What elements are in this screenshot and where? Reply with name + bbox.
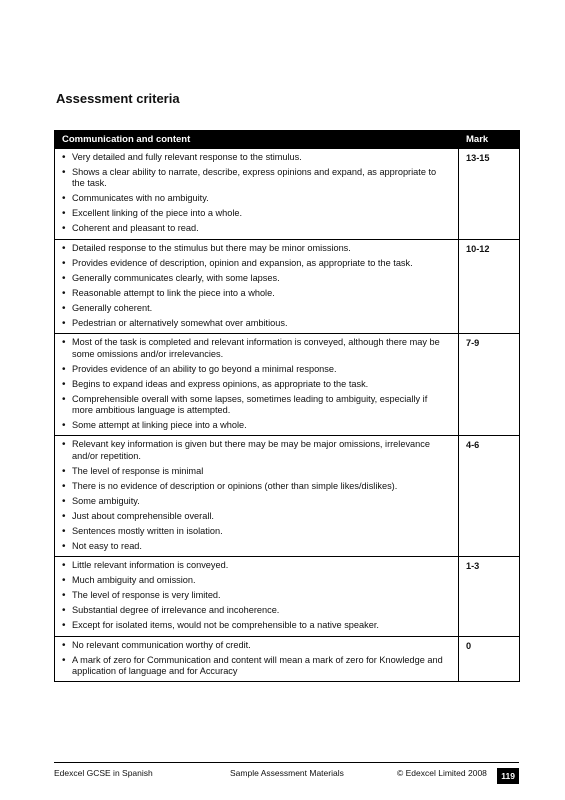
column-header-mark: Mark — [459, 131, 520, 149]
criteria-description-cell — [55, 636, 459, 682]
footer-publication: Edexcel GCSE in Spanish — [54, 768, 153, 778]
criteria-description-cell — [55, 239, 459, 333]
criteria-list — [61, 560, 450, 631]
criteria-list — [61, 640, 450, 678]
criteria-list — [61, 337, 450, 431]
list-item: • Little relevant information is conveyed. — [61, 560, 450, 571]
list-item: • Sentences mostly written in isolation. — [61, 526, 450, 537]
mark-range-cell: 1-3 — [459, 557, 520, 636]
list-item: • Pedestrian or alternatively somewhat over ambitious. — [61, 318, 450, 329]
list-item: • Communicates with no ambiguity. — [61, 193, 450, 204]
mark-range-cell: 0 — [459, 636, 520, 682]
criteria-description-cell — [55, 436, 459, 557]
list-item: • Some ambiguity. — [61, 496, 450, 507]
list-item: • Reasonable attempt to link the piece into a whole. — [61, 288, 450, 299]
table-row — [55, 557, 520, 636]
table-row — [55, 436, 520, 557]
page-title: Assessment criteria — [56, 91, 180, 106]
list-item: • The level of response is minimal — [61, 466, 450, 477]
list-item: • Very detailed and fully relevant response to the stimulus. — [61, 152, 450, 163]
list-item: • A mark of zero for Communication and content will mean a mark of zero for Knowledge and application of language and for Accuracy — [61, 655, 450, 678]
list-item: • Generally coherent. — [61, 303, 450, 314]
list-item: • Provides evidence of an ability to go beyond a minimal response. — [61, 364, 450, 375]
list-item: • No relevant communication worthy of credit. — [61, 640, 450, 651]
list-item: • Not easy to read. — [61, 541, 450, 552]
list-item: • Much ambiguity and omission. — [61, 575, 450, 586]
table-header-row — [55, 131, 520, 149]
list-item: • Most of the task is completed and relevant information is conveyed, although there may be some omissions and/or irrelevancies. — [61, 337, 450, 360]
criteria-body — [55, 149, 520, 682]
criteria-description-cell — [55, 334, 459, 436]
footer-document-type: Sample Assessment Materials — [230, 768, 344, 778]
list-item: • The level of response is very limited. — [61, 590, 450, 601]
mark-range-cell: 10-12 — [459, 239, 520, 333]
mark-range-cell: 7-9 — [459, 334, 520, 436]
list-item: • Except for isolated items, would not be comprehensible to a native speaker. — [61, 620, 450, 631]
criteria-list — [61, 243, 450, 329]
list-item: • Just about comprehensible overall. — [61, 511, 450, 522]
list-item: • Shows a clear ability to narrate, describe, express opinions and expand, as appropriate to the task. — [61, 167, 450, 190]
list-item: • Coherent and pleasant to read. — [61, 223, 450, 234]
list-item: • Some attempt at linking piece into a whole. — [61, 420, 450, 431]
table-row — [55, 334, 520, 436]
mark-range-cell: 4-6 — [459, 436, 520, 557]
list-item: • Detailed response to the stimulus but there may be minor omissions. — [61, 243, 450, 254]
list-item: • Comprehensible overall with some lapses, sometimes leading to ambiguity, especially if more ambitious language is attempted. — [61, 394, 450, 417]
list-item: • Excellent linking of the piece into a whole. — [61, 208, 450, 219]
list-item: • Provides evidence of description, opinion and expansion, as appropriate to the task. — [61, 258, 450, 269]
mark-range-cell: 13-15 — [459, 149, 520, 240]
table-row — [55, 636, 520, 682]
column-header-communication: Communication and content — [55, 131, 459, 149]
list-item: • Substantial degree of irrelevance and incoherence. — [61, 605, 450, 616]
page-number: 119 — [497, 768, 519, 784]
page-footer — [54, 762, 519, 783]
criteria-description-cell — [55, 557, 459, 636]
table-row — [55, 239, 520, 333]
list-item: • Begins to expand ideas and express opinions, as appropriate to the task. — [61, 379, 450, 390]
criteria-list — [61, 439, 450, 552]
assessment-criteria-table — [54, 130, 520, 682]
list-item: • Relevant key information is given but there may be may be major omissions, irrelevance and/or repetition. — [61, 439, 450, 462]
list-item: • There is no evidence of description or opinions (other than simple likes/dislikes). — [61, 481, 450, 492]
footer-copyright: © Edexcel Limited 2008 — [397, 768, 487, 778]
table-row — [55, 149, 520, 240]
list-item: • Generally communicates clearly, with some lapses. — [61, 273, 450, 284]
criteria-description-cell — [55, 149, 459, 240]
criteria-list — [61, 152, 450, 235]
